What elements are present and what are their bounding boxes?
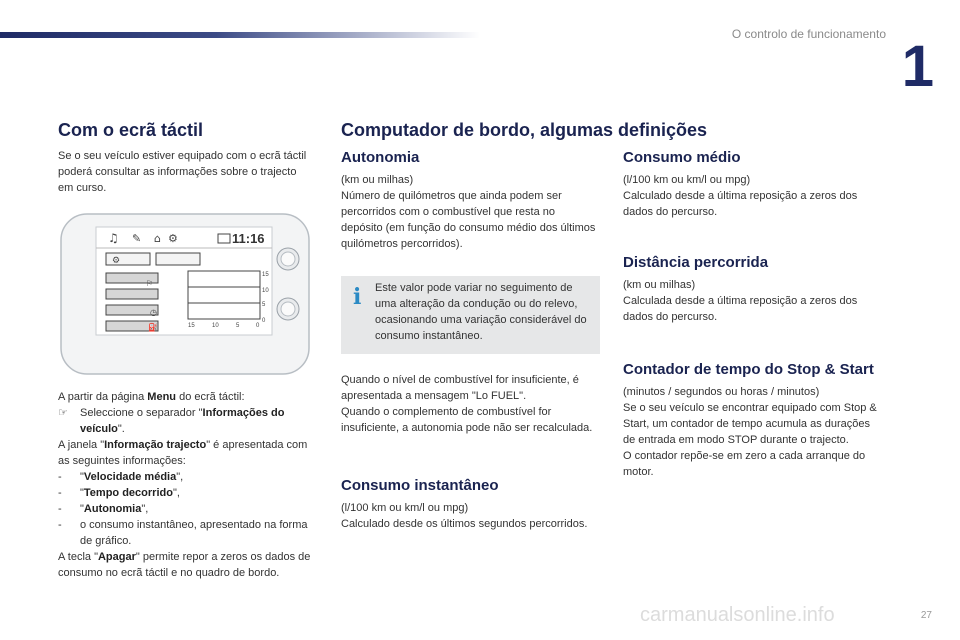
stopstart-text: (minutos / segundos ou horas / minutos) Se o seu veículo se encontrar equipado com Stop & Start, um contador de tempo acumula as durações de entrada em modo STOP durante o trajecto. O contador repõe-se em zero a cada arranque do motor. (623, 386, 877, 478)
stopstart-heading: Contador de tempo do Stop & Start (623, 361, 874, 378)
clock-icon: ◷ (150, 308, 157, 317)
info-note (341, 276, 600, 354)
list-item: - o consumo instantâneo, apresentado na forma de gráfico. (58, 519, 308, 547)
section-title: O controlo de funcionamento (731, 27, 886, 41)
left-instructions (58, 389, 316, 581)
info-icon: i (353, 284, 362, 310)
touchscreen-illustration (60, 213, 310, 375)
finger-icon: ☞ (58, 407, 68, 419)
list-item: - "Tempo decorrido", (58, 487, 180, 499)
watermark: carmanualsonline.info (640, 604, 835, 626)
instant-heading: Consumo instantâneo (341, 477, 499, 494)
distancia-heading: Distância percorrida (623, 254, 769, 271)
x-tick: 0 (256, 323, 260, 329)
left-intro: Se o seu veículo estiver equipado com o ecrã táctil poderá consultar as informações sobre o trajecto em curso. (58, 150, 307, 194)
y-tick: 0 (262, 318, 266, 324)
computer-heading: Computador de bordo, algumas definições (341, 120, 708, 140)
car-icon: ⌂ (154, 232, 161, 245)
x-tick: 10 (212, 323, 219, 329)
reset-sentence: A tecla "Apagar" permite repor a zeros os dados de consumo no ecrã táctil e no quadro de bordo. (58, 551, 311, 579)
fuel-text: Quando o nível de combustível for insuficiente, é apresentada a mensagem "Lo FUEL". Quando o complemento de combustível for insuficiente, a autonomia pode não ser recalculada. (341, 374, 593, 434)
trip-icon: ⛽ (148, 323, 158, 332)
phone-icon: ✎ (132, 232, 142, 245)
distancia-text: (km ou milhas) Calculada desde a última reposição a zeros dos dados do percurso. (623, 279, 858, 323)
car-graph-icon: ⚐ (146, 279, 154, 288)
x-tick: 15 (188, 323, 195, 329)
y-tick: 10 (262, 288, 269, 294)
info-note-text: Este valor pode variar no seguimento de uma alteração da condução ou do relevo, ocasionando uma variação considerável do consumo instantâneo. (375, 282, 587, 342)
instant-text: (l/100 km ou km/l ou mpg) Calculado desde os últimos segundos percorridos. (341, 502, 588, 530)
settings-icon: ⚙ (112, 255, 121, 265)
fuel-icon: ⚙ (168, 232, 178, 245)
window-sentence: A janela "Informação trajecto" é apresentada com as seguintes informações: (58, 439, 308, 467)
menu-sentence: A partir da página Menu do ecrã táctil: (58, 391, 245, 403)
page-number: 27 (920, 610, 932, 621)
clock-text: 11:16 (232, 231, 265, 246)
x-tick: 5 (236, 323, 240, 329)
autonomia-heading: Autonomia (341, 149, 420, 166)
chapter-number: 1 (901, 34, 934, 99)
y-tick: 15 (262, 272, 269, 278)
list-item: - "Autonomia", (58, 503, 149, 515)
music-icon: ♫ (108, 231, 119, 245)
y-tick: 5 (262, 302, 266, 308)
header-color-bar (0, 32, 480, 38)
left-heading: Com o ecrã táctil (58, 120, 204, 140)
autonomia-text: (km ou milhas) Número de quilómetros que ainda podem ser percorridos com o combustível que resta no depósito (em função do consumo médio dos últimos quilómetros percorridos). (341, 174, 596, 250)
select-sentence: ☞ Seleccione o separador "Informações do veículo". (58, 407, 285, 435)
medio-text: (l/100 km ou km/l ou mpg) Calculado desde a última reposição a zeros dos dados do percurso. (623, 174, 858, 218)
list-item: - "Velocidade média", (58, 471, 184, 483)
medio-heading: Consumo médio (623, 149, 741, 166)
